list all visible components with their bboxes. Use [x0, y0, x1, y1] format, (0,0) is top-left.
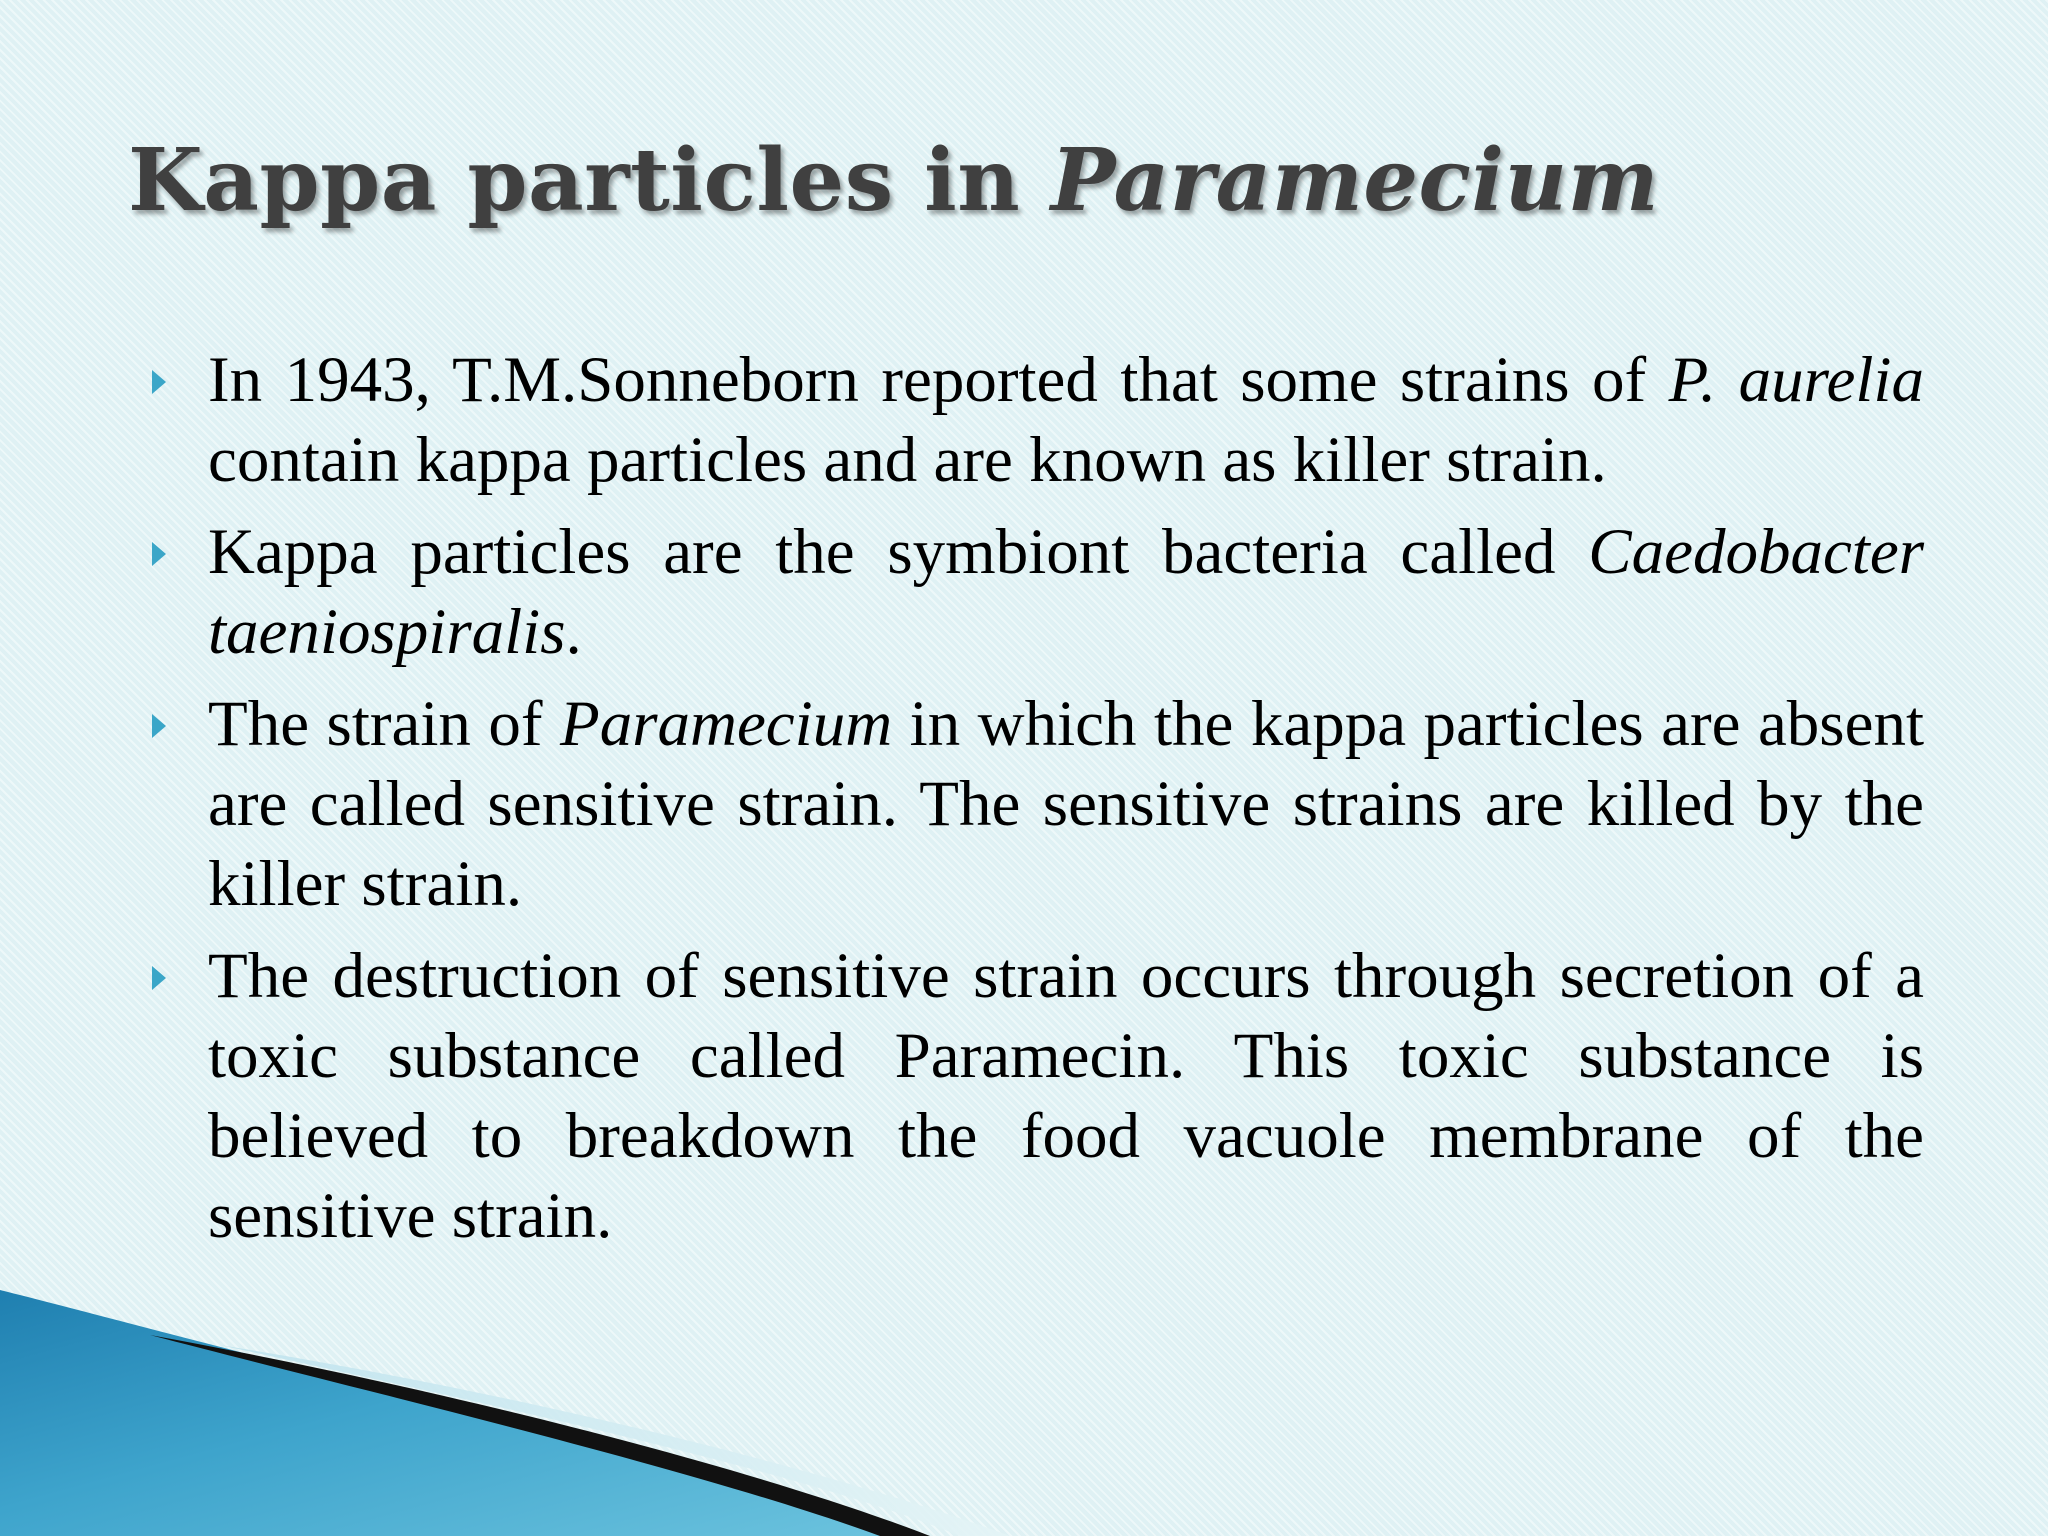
- bullet-item-4: [148, 936, 1924, 1256]
- slide-title-italic: Paramecium: [1050, 130, 1660, 231]
- wave-light-stripe: [220, 1345, 1010, 1536]
- bullet-triangle-icon: [152, 542, 166, 566]
- bullet-3-text-1: The strain of: [208, 688, 561, 760]
- bullet-item-3: [148, 684, 1924, 924]
- bullet-1-text-1: In 1943, T.M.Sonneborn reported that some strains of: [208, 344, 1669, 416]
- slide-title-prefix: Kappa particles in: [128, 130, 1051, 231]
- slide-title: [128, 130, 1660, 231]
- bullet-list: [148, 340, 1924, 1268]
- bullet-2-text-1: Kappa particles are the symbiont bacteria called: [208, 516, 1589, 588]
- bullet-item-2: [148, 512, 1924, 672]
- bullet-triangle-icon: [152, 966, 166, 990]
- bullet-3-genus-name: Paramecium: [560, 688, 893, 760]
- bullet-4-text: The destruction of sensitive strain occurs through secretion of a toxic substance called Paramecin. This toxic substance is believed to breakdown the food vacuole membrane of the sensitive strain.: [208, 940, 1924, 1252]
- bullet-1-text-2: contain kappa particles and are known as killer strain.: [208, 424, 1607, 496]
- bullet-item-1: [148, 340, 1924, 500]
- wave-dark-stripe: [150, 1335, 930, 1536]
- bullet-3-text-2: in which the kappa particles are absent are called sensitive strain. The sensitive strains are killed by the killer strain.: [208, 688, 1925, 920]
- wave-blue-band: [0, 1290, 900, 1536]
- bullet-2-species-name: Caedobacter taeniospiralis: [208, 516, 1924, 668]
- bullet-2-text-2: .: [565, 596, 582, 668]
- bullet-triangle-icon: [152, 370, 166, 394]
- bullet-1-species-name: P. aurelia: [1668, 344, 1924, 416]
- bullet-triangle-icon: [152, 714, 166, 738]
